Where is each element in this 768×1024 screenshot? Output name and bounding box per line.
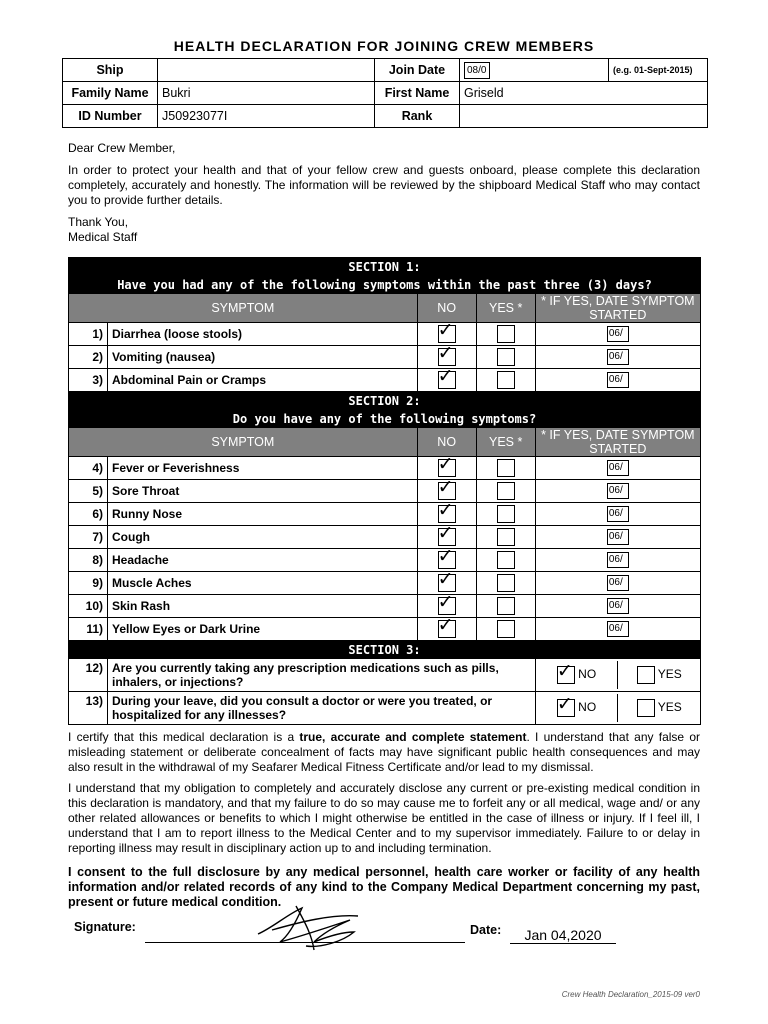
check-icon: ✓ [437, 500, 454, 521]
symptom-date-field[interactable]: 06/ [607, 349, 629, 365]
symptom-row [69, 480, 701, 503]
first-name-label: First Name [375, 82, 460, 105]
ship-field[interactable] [158, 59, 375, 82]
yes-checkbox[interactable] [497, 325, 515, 343]
check-icon: ✓ [437, 615, 454, 636]
no-checkbox[interactable] [437, 454, 456, 477]
symptom-number: 11) [69, 618, 108, 641]
rank-field[interactable] [460, 105, 708, 128]
column-no: NO [417, 294, 476, 323]
yes-checkbox[interactable] [497, 505, 515, 523]
symptom-date-field[interactable]: 06/ [607, 598, 629, 614]
symptom-date-field[interactable]: 06/ [607, 506, 629, 522]
check-icon: ✓ [556, 694, 573, 715]
no-checkbox[interactable] [437, 546, 456, 569]
question-text: Are you currently taking any prescription medications such as pills, inhalers, or injections? [108, 659, 536, 692]
no-checkbox[interactable] [437, 500, 456, 523]
yes-checkbox[interactable] [637, 666, 655, 684]
first-name-field[interactable]: Griseld [460, 82, 708, 105]
symptom-name: Skin Rash [108, 595, 418, 618]
symptom-row [69, 618, 701, 641]
symptom-name: Abdominal Pain or Cramps [108, 369, 418, 392]
symptom-number: 5) [69, 480, 108, 503]
symptom-name: Yellow Eyes or Dark Urine [108, 618, 418, 641]
symptom-row [69, 346, 701, 369]
check-icon: ✓ [437, 366, 454, 387]
certify-paragraph-2: I understand that my obligation to completely and accurately disclose any current or pre-existing medical condition in this declaration is mandatory, and that my failure to do so may cause me to forfeit any or all medical, wage and/ or any other related allowances or benefits to which I might otherwise be entitled in the case of illness or injury. If I feel ill, I understand that I am to report illness to the Medical Center and to my supervisor immediately. Failure to or delay in reporting illness may result in disciplinary action up to and including termination. [68, 781, 700, 855]
yes-checkbox[interactable] [497, 551, 515, 569]
column-yes: YES * [476, 428, 535, 457]
crew-info-table [62, 58, 708, 128]
family-name-field[interactable]: Bukri [158, 82, 375, 105]
symptom-number: 4) [69, 457, 108, 480]
symptom-number: 6) [69, 503, 108, 526]
no-checkbox[interactable] [437, 320, 456, 343]
no-label: NO [578, 700, 597, 715]
date-label: Date: [470, 923, 502, 937]
column-date: * IF YES, DATE SYMPTOM STARTED [535, 294, 700, 323]
symptom-number: 8) [69, 549, 108, 572]
symptom-row [69, 323, 701, 346]
yes-checkbox[interactable] [497, 371, 515, 389]
join-date-label: Join Date [375, 59, 460, 82]
form-title: HEALTH DECLARATION FOR JOINING CREW MEMBERS [173, 38, 595, 54]
section2-heading: SECTION 2: [69, 392, 701, 410]
symptom-date-field[interactable]: 06/ [607, 483, 629, 499]
greeting: Dear Crew Member, [68, 141, 176, 155]
symptom-row [69, 503, 701, 526]
check-icon: ✓ [437, 477, 454, 498]
no-checkbox[interactable] [437, 523, 456, 546]
yes-label: YES [657, 667, 682, 682]
column-no: NO [417, 428, 476, 457]
check-icon: ✓ [437, 320, 454, 341]
column-symptom: SYMPTOM [69, 428, 418, 457]
question-number: 12) [69, 659, 108, 692]
question-row [69, 692, 701, 725]
symptom-name: Cough [108, 526, 418, 549]
column-date: * IF YES, DATE SYMPTOM STARTED [535, 428, 700, 457]
section2-question: Do you have any of the following symptoms? [69, 410, 701, 428]
symptom-row [69, 549, 701, 572]
no-checkbox[interactable] [556, 694, 575, 717]
yes-checkbox[interactable] [497, 482, 515, 500]
join-date-field[interactable]: 08/0 [460, 59, 609, 82]
yes-checkbox[interactable] [497, 528, 515, 546]
symptom-row [69, 526, 701, 549]
no-checkbox[interactable] [437, 477, 456, 500]
id-number-field[interactable]: J50923077I [158, 105, 375, 128]
symptom-row [69, 457, 701, 480]
yes-label: YES [657, 700, 682, 715]
check-icon: ✓ [437, 523, 454, 544]
intro-paragraph: In order to protect your health and that of your fellow crew and guests onboard, please complete this declaration completely, accurately and honestly. The information will be reviewed by the shipboard Medical Staff who may contact you to provide further details. [68, 163, 700, 207]
sender: Medical Staff [68, 230, 138, 244]
column-yes: YES * [476, 294, 535, 323]
footer-text: Crew Health Declaration_2015-09 ver0 [561, 990, 700, 999]
question-row [69, 659, 701, 692]
yes-checkbox[interactable] [497, 597, 515, 615]
check-icon: ✓ [556, 661, 573, 682]
no-checkbox[interactable] [556, 661, 575, 684]
symptom-name: Diarrhea (loose stools) [108, 323, 418, 346]
signature-image [250, 898, 362, 952]
yes-checkbox[interactable] [497, 574, 515, 592]
no-checkbox[interactable] [437, 615, 456, 638]
symptom-row [69, 572, 701, 595]
symptom-name: Fever or Feverishness [108, 457, 418, 480]
date-field[interactable]: Jan 04,2020 [510, 927, 616, 944]
symptom-name: Vomiting (nausea) [108, 346, 418, 369]
question-number: 13) [69, 692, 108, 725]
check-icon: ✓ [437, 569, 454, 590]
symptom-date-field[interactable]: 06/ [607, 372, 629, 388]
symptom-date-field[interactable]: 06/ [607, 552, 629, 568]
no-label: NO [578, 667, 597, 682]
symptom-date-field[interactable]: 06/ [607, 460, 629, 476]
family-name-label: Family Name [63, 82, 158, 105]
column-symptom: SYMPTOM [69, 294, 418, 323]
symptom-date-field[interactable]: 06/ [607, 529, 629, 545]
signature-line[interactable] [145, 942, 465, 943]
symptom-name: Headache [108, 549, 418, 572]
symptom-name: Muscle Aches [108, 572, 418, 595]
join-date-example: (e.g. 01-Sept-2015) [609, 59, 708, 82]
symptom-date-field[interactable]: 06/ [607, 575, 629, 591]
no-checkbox[interactable] [437, 366, 456, 389]
question-text: During your leave, did you consult a doctor or were you treated, or hospitalized for any illnesses? [108, 692, 536, 725]
check-icon: ✓ [437, 546, 454, 567]
symptom-number: 7) [69, 526, 108, 549]
symptom-date-field[interactable]: 06/ [607, 326, 629, 342]
yes-checkbox[interactable] [637, 699, 655, 717]
symptom-date-field[interactable]: 06/ [607, 621, 629, 637]
ship-label: Ship [63, 59, 158, 82]
symptom-row [69, 369, 701, 392]
id-number-label: ID Number [63, 105, 158, 128]
no-checkbox[interactable] [437, 569, 456, 592]
symptom-number: 2) [69, 346, 108, 369]
yes-checkbox[interactable] [497, 620, 515, 638]
symptom-number: 9) [69, 572, 108, 595]
yes-checkbox[interactable] [497, 459, 515, 477]
check-icon: ✓ [437, 343, 454, 364]
signature-label: Signature: [74, 920, 136, 934]
symptom-number: 3) [69, 369, 108, 392]
thanks: Thank You, [68, 215, 129, 229]
symptom-table [68, 257, 701, 725]
section1-heading: SECTION 1: [69, 258, 701, 276]
symptom-number: 10) [69, 595, 108, 618]
symptom-name: Sore Throat [108, 480, 418, 503]
no-checkbox[interactable] [437, 343, 456, 366]
section3-heading: SECTION 3: [69, 641, 701, 659]
yes-checkbox[interactable] [497, 348, 515, 366]
check-icon: ✓ [437, 454, 454, 475]
no-checkbox[interactable] [437, 592, 456, 615]
symptom-row [69, 595, 701, 618]
symptom-number: 1) [69, 323, 108, 346]
rank-label: Rank [375, 105, 460, 128]
certify-paragraph-1: I certify that this medical declaration is a true, accurate and complete statement. I understand that any false or misleading statement or deliberate concealment of facts may have significant public health consequences and may also result in the withdrawal of my Seafarer Medical Fitness Certificate and/or lead to my dismissal. [68, 730, 701, 774]
section1-question: Have you had any of the following symptoms within the past three (3) days? [69, 276, 701, 294]
symptom-name: Runny Nose [108, 503, 418, 526]
consent-paragraph: I consent to the full disclosure by any medical personnel, health care worker or facility of any health information and/or related records of any kind to the Company Medical Department concerning my past, present or future medical condition. [68, 865, 700, 909]
check-icon: ✓ [437, 592, 454, 613]
